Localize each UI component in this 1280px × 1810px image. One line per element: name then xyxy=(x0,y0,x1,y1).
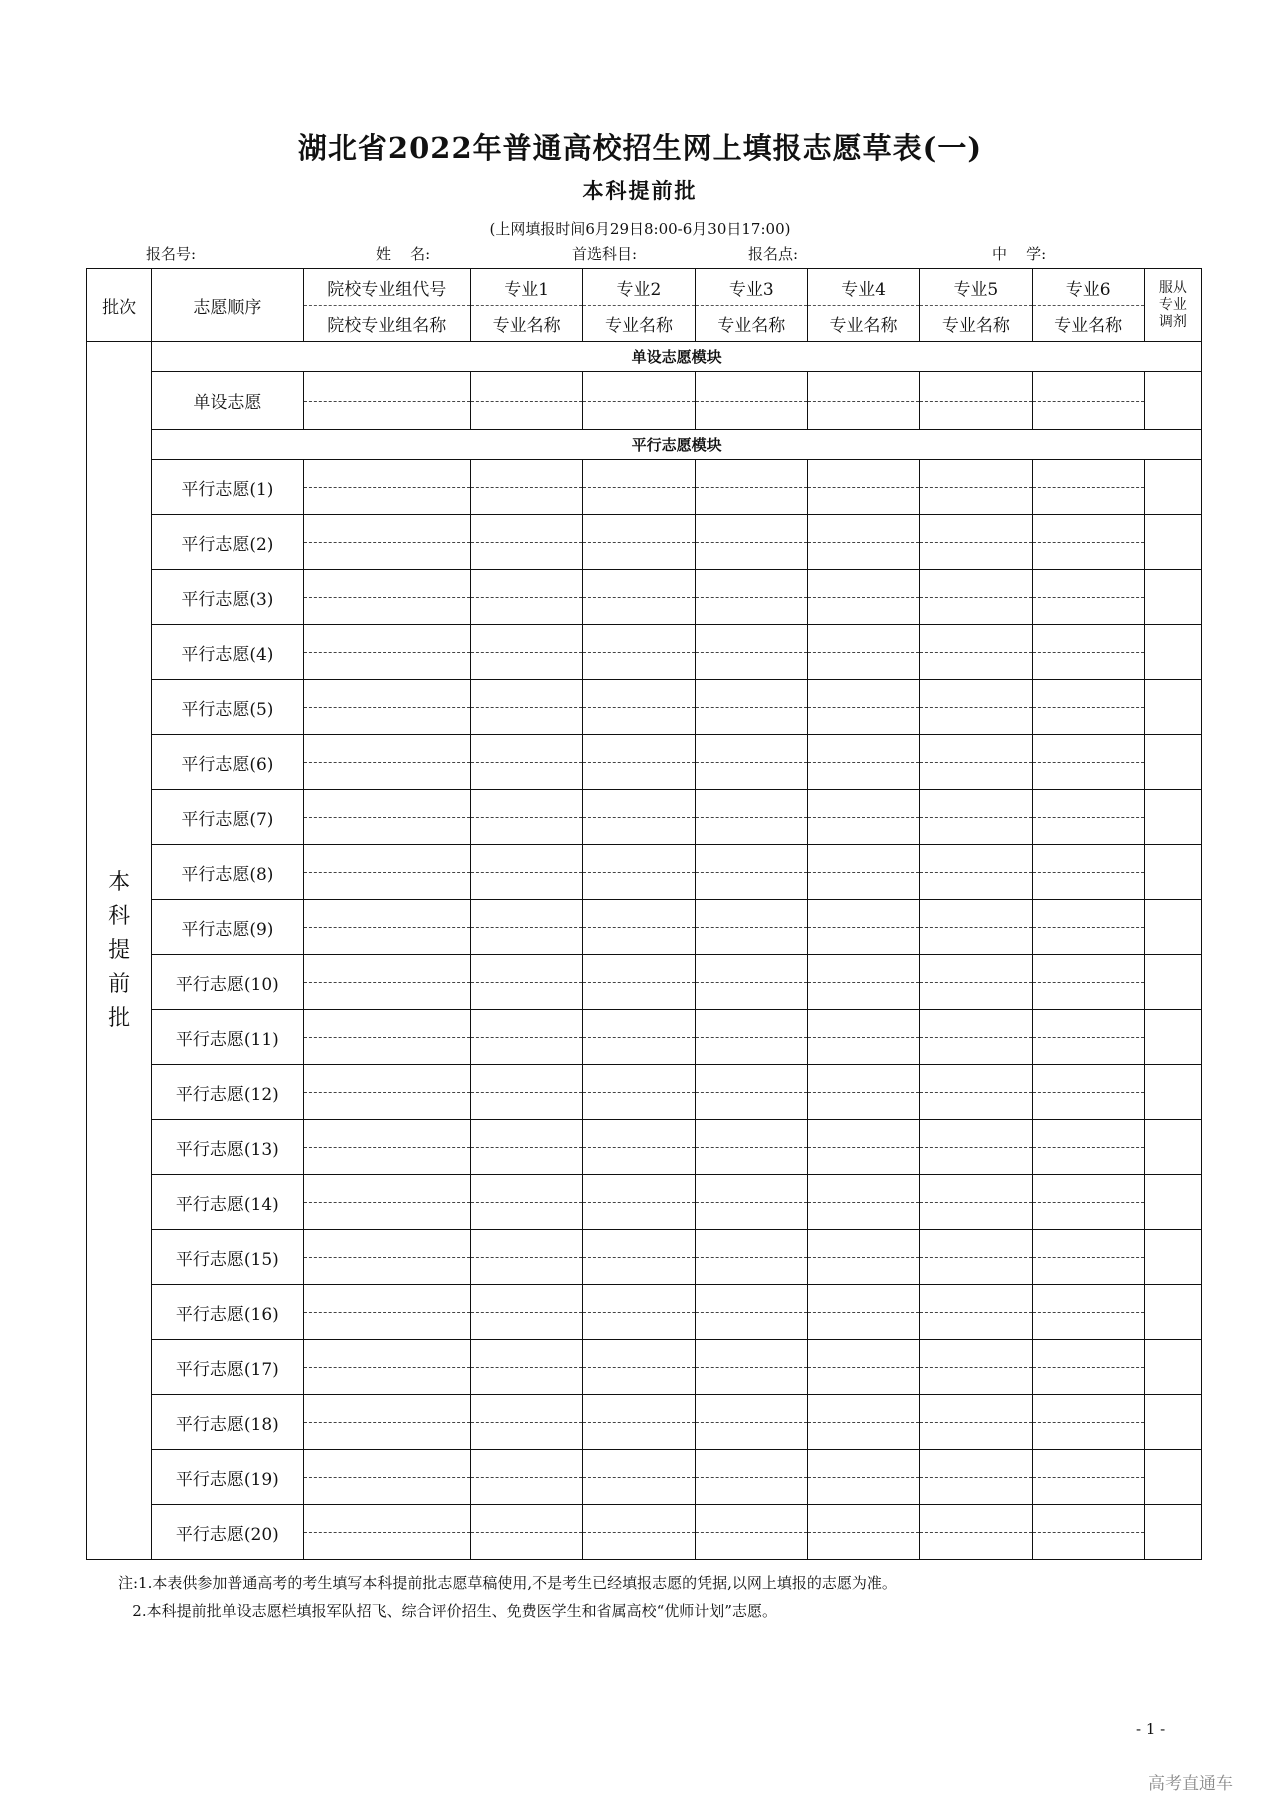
parallel-volunteer-label: 平行志愿(14) xyxy=(152,1175,303,1230)
group-field[interactable] xyxy=(303,570,470,625)
major-field[interactable] xyxy=(583,570,695,625)
major-field[interactable] xyxy=(1032,1395,1144,1450)
major-field[interactable] xyxy=(695,570,807,625)
adjust-field[interactable] xyxy=(1144,790,1201,845)
major-field[interactable] xyxy=(471,372,583,430)
major-field[interactable] xyxy=(583,1175,695,1230)
adjust-field[interactable] xyxy=(1144,1010,1201,1065)
group-field[interactable] xyxy=(303,845,470,900)
adjust-field[interactable] xyxy=(1144,372,1201,430)
major-field[interactable] xyxy=(920,1175,1032,1230)
adjust-field[interactable] xyxy=(1144,845,1201,900)
major-field[interactable] xyxy=(1032,845,1144,900)
group-field[interactable] xyxy=(303,1505,470,1560)
group-field[interactable] xyxy=(303,1230,470,1285)
fill-time-note: (上网填报时间6月29日8:00-6月30日17:00) xyxy=(489,220,791,238)
parallel-volunteer-row xyxy=(87,1450,1202,1505)
major-field[interactable] xyxy=(920,1505,1032,1560)
adjust-field[interactable] xyxy=(1144,625,1201,680)
major-field[interactable] xyxy=(471,1395,583,1450)
major-field[interactable] xyxy=(471,1120,583,1175)
major-field[interactable] xyxy=(807,625,919,680)
major-field[interactable] xyxy=(471,460,583,515)
major-field[interactable] xyxy=(695,1285,807,1340)
major-field[interactable] xyxy=(695,1175,807,1230)
major-field[interactable] xyxy=(583,1505,695,1560)
parallel-volunteer-label: 平行志愿(6) xyxy=(152,735,303,790)
header-major-1 xyxy=(471,269,583,342)
major-field[interactable] xyxy=(583,1230,695,1285)
adjust-field[interactable] xyxy=(1144,1175,1201,1230)
major-field[interactable] xyxy=(1032,680,1144,735)
major-field[interactable] xyxy=(695,1230,807,1285)
header-major-4 xyxy=(807,269,919,342)
group-field[interactable] xyxy=(303,625,470,680)
page-number: - 1 - xyxy=(1136,1720,1166,1738)
major-field[interactable] xyxy=(583,900,695,955)
major-field[interactable] xyxy=(920,1010,1032,1065)
major-5-label: 专业5 xyxy=(920,269,1031,306)
major-field[interactable] xyxy=(807,735,919,790)
batch-cell xyxy=(87,342,152,1560)
major-field[interactable] xyxy=(1032,790,1144,845)
parallel-volunteer-row xyxy=(87,1395,1202,1450)
name-label: 姓 名: xyxy=(376,245,431,263)
parallel-volunteer-row xyxy=(87,1175,1202,1230)
major-field[interactable] xyxy=(1032,1175,1144,1230)
major-3-label: 专业3 xyxy=(696,269,807,306)
major-field[interactable] xyxy=(471,570,583,625)
single-module-header: 单设志愿模块 xyxy=(152,342,1202,372)
applicant-info-line xyxy=(0,243,1280,265)
major-field[interactable] xyxy=(695,1340,807,1395)
adjust-field[interactable] xyxy=(1144,1120,1201,1175)
major-field[interactable] xyxy=(807,1505,919,1560)
major-field[interactable] xyxy=(471,1340,583,1395)
major-field[interactable] xyxy=(920,900,1032,955)
major-4-label: 专业4 xyxy=(808,269,919,306)
parallel-volunteer-label: 平行志愿(8) xyxy=(152,845,303,900)
group-field[interactable] xyxy=(303,1285,470,1340)
major-field[interactable] xyxy=(471,1010,583,1065)
parallel-volunteer-label: 平行志愿(15) xyxy=(152,1230,303,1285)
parallel-volunteer-row xyxy=(87,460,1202,515)
major-field[interactable] xyxy=(471,845,583,900)
major-field[interactable] xyxy=(1032,570,1144,625)
major-field[interactable] xyxy=(695,460,807,515)
parallel-volunteer-label: 平行志愿(18) xyxy=(152,1395,303,1450)
single-volunteer-row xyxy=(87,372,1202,430)
major-2-label: 专业2 xyxy=(583,269,694,306)
watermark: 高考直通车 xyxy=(1148,1774,1233,1794)
parallel-volunteer-row xyxy=(87,900,1202,955)
adjust-label: 服从专业调剂 xyxy=(1158,279,1187,330)
major-field[interactable] xyxy=(920,515,1032,570)
parallel-volunteer-label: 平行志愿(10) xyxy=(152,955,303,1010)
parallel-volunteer-row xyxy=(87,570,1202,625)
header-group-name: 院校专业组名称 xyxy=(327,315,447,336)
adjust-field[interactable] xyxy=(1144,515,1201,570)
major-field[interactable] xyxy=(583,625,695,680)
parallel-volunteer-label: 平行志愿(20) xyxy=(152,1505,303,1560)
single-volunteer-label: 单设志愿 xyxy=(152,372,303,430)
parallel-volunteer-row xyxy=(87,680,1202,735)
major-field[interactable] xyxy=(920,570,1032,625)
parallel-volunteer-row xyxy=(87,955,1202,1010)
notes xyxy=(118,1569,897,1625)
major-field[interactable] xyxy=(807,1340,919,1395)
group-field[interactable] xyxy=(303,735,470,790)
parallel-volunteer-label: 平行志愿(13) xyxy=(152,1120,303,1175)
parallel-volunteer-row xyxy=(87,625,1202,680)
major-field[interactable] xyxy=(583,515,695,570)
major-name-label: 专业名称 xyxy=(1054,315,1123,336)
major-1-label: 专业1 xyxy=(471,269,582,306)
group-field[interactable] xyxy=(303,900,470,955)
major-field[interactable] xyxy=(807,1395,919,1450)
major-field[interactable] xyxy=(471,515,583,570)
parallel-volunteer-label: 平行志愿(3) xyxy=(152,570,303,625)
adjust-field[interactable] xyxy=(1144,1065,1201,1120)
major-field[interactable] xyxy=(583,460,695,515)
major-field[interactable] xyxy=(471,625,583,680)
major-name-label: 专业名称 xyxy=(941,315,1010,336)
major-field[interactable] xyxy=(695,625,807,680)
header-major-2 xyxy=(583,269,695,342)
major-field[interactable] xyxy=(920,845,1032,900)
major-field[interactable] xyxy=(471,735,583,790)
major-field[interactable] xyxy=(807,1285,919,1340)
parallel-volunteer-label: 平行志愿(12) xyxy=(152,1065,303,1120)
note-2: 2.本科提前批单设志愿栏填报军队招飞、综合评价招生、免费医学生和省属高校“优师计划”志愿。 xyxy=(118,1602,777,1620)
adjust-field[interactable] xyxy=(1144,1285,1201,1340)
parallel-volunteer-label: 平行志愿(11) xyxy=(152,1010,303,1065)
major-field[interactable] xyxy=(920,1395,1032,1450)
major-field[interactable] xyxy=(695,900,807,955)
major-field[interactable] xyxy=(471,1450,583,1505)
major-field[interactable] xyxy=(695,680,807,735)
group-field[interactable] xyxy=(303,955,470,1010)
parallel-volunteer-row xyxy=(87,1340,1202,1395)
parallel-volunteer-label: 平行志愿(5) xyxy=(152,680,303,735)
single-module-row xyxy=(87,342,1202,372)
parallel-volunteer-label: 平行志愿(16) xyxy=(152,1285,303,1340)
major-field[interactable] xyxy=(471,1505,583,1560)
parallel-volunteer-row xyxy=(87,515,1202,570)
subject-label: 首选科目: xyxy=(572,245,638,263)
parallel-volunteer-label: 平行志愿(19) xyxy=(152,1450,303,1505)
major-field[interactable] xyxy=(920,955,1032,1010)
group-field[interactable] xyxy=(303,1010,470,1065)
major-field[interactable] xyxy=(583,1065,695,1120)
major-field[interactable] xyxy=(920,1450,1032,1505)
major-field[interactable] xyxy=(807,460,919,515)
parallel-volunteer-label: 平行志愿(17) xyxy=(152,1340,303,1395)
major-field[interactable] xyxy=(1032,1230,1144,1285)
major-field[interactable] xyxy=(920,1120,1032,1175)
major-field[interactable] xyxy=(807,570,919,625)
adjust-field[interactable] xyxy=(1144,1340,1201,1395)
major-field[interactable] xyxy=(807,1120,919,1175)
parallel-volunteer-row xyxy=(87,1120,1202,1175)
major-field[interactable] xyxy=(1032,372,1144,430)
volunteer-form-table xyxy=(86,268,1202,1560)
header-major-3 xyxy=(695,269,807,342)
major-field[interactable] xyxy=(471,680,583,735)
major-field[interactable] xyxy=(1032,1285,1144,1340)
group-field[interactable] xyxy=(303,1175,470,1230)
parallel-volunteer-label: 平行志愿(1) xyxy=(152,460,303,515)
major-field[interactable] xyxy=(807,372,919,430)
site-label: 报名点: xyxy=(748,245,799,263)
major-field[interactable] xyxy=(471,1230,583,1285)
major-field[interactable] xyxy=(583,680,695,735)
major-field[interactable] xyxy=(1032,625,1144,680)
parallel-volunteer-label: 平行志愿(9) xyxy=(152,900,303,955)
major-field[interactable] xyxy=(807,1450,919,1505)
group-field[interactable] xyxy=(303,1395,470,1450)
parallel-volunteer-label: 平行志愿(2) xyxy=(152,515,303,570)
major-field[interactable] xyxy=(695,955,807,1010)
major-field[interactable] xyxy=(695,1395,807,1450)
major-field[interactable] xyxy=(695,1450,807,1505)
header-major-5 xyxy=(920,269,1032,342)
major-field[interactable] xyxy=(920,625,1032,680)
major-field[interactable] xyxy=(920,460,1032,515)
major-field[interactable] xyxy=(471,1065,583,1120)
adjust-field[interactable] xyxy=(1144,1395,1201,1450)
header-major-6 xyxy=(1032,269,1144,342)
major-field[interactable] xyxy=(807,1010,919,1065)
parallel-volunteer-row xyxy=(87,1065,1202,1120)
major-field[interactable] xyxy=(1032,1065,1144,1120)
major-field[interactable] xyxy=(695,845,807,900)
group-field[interactable] xyxy=(303,790,470,845)
note-1: 注:1.本表供参加普通高考的考生填写本科提前批志愿草稿使用,不是考生已经填报志愿的凭据,以网上填报的志愿为准。 xyxy=(118,1574,897,1592)
major-field[interactable] xyxy=(807,845,919,900)
major-field[interactable] xyxy=(920,1230,1032,1285)
major-field[interactable] xyxy=(920,1340,1032,1395)
school-label: 中 学: xyxy=(992,245,1047,263)
major-field[interactable] xyxy=(583,1010,695,1065)
major-field[interactable] xyxy=(471,790,583,845)
major-field[interactable] xyxy=(1032,1505,1144,1560)
major-name-label: 专业名称 xyxy=(492,315,561,336)
parallel-volunteer-row xyxy=(87,1230,1202,1285)
page-title: 湖北省2022年普通高校招生网上填报志愿草表(一) xyxy=(297,131,983,165)
group-field[interactable] xyxy=(303,372,470,430)
major-field[interactable] xyxy=(807,515,919,570)
major-field[interactable] xyxy=(920,1065,1032,1120)
header-batch: 批次 xyxy=(87,269,152,342)
major-field[interactable] xyxy=(695,515,807,570)
parallel-volunteer-row xyxy=(87,1010,1202,1065)
adjust-field[interactable] xyxy=(1144,460,1201,515)
adjust-field[interactable] xyxy=(1144,1230,1201,1285)
major-field[interactable] xyxy=(920,680,1032,735)
major-field[interactable] xyxy=(920,1285,1032,1340)
major-field[interactable] xyxy=(471,1285,583,1340)
major-field[interactable] xyxy=(471,900,583,955)
group-field[interactable] xyxy=(303,1450,470,1505)
parallel-volunteer-row xyxy=(87,735,1202,790)
adjust-field[interactable] xyxy=(1144,955,1201,1010)
major-field[interactable] xyxy=(695,1065,807,1120)
major-field[interactable] xyxy=(1032,1010,1144,1065)
header-group-code: 院校专业组代号 xyxy=(304,269,470,306)
major-field[interactable] xyxy=(1032,955,1144,1010)
major-field[interactable] xyxy=(583,735,695,790)
major-field[interactable] xyxy=(807,1230,919,1285)
major-field[interactable] xyxy=(1032,900,1144,955)
major-field[interactable] xyxy=(695,1010,807,1065)
major-field[interactable] xyxy=(807,680,919,735)
parallel-volunteer-label: 平行志愿(7) xyxy=(152,790,303,845)
major-field[interactable] xyxy=(583,1395,695,1450)
major-6-label: 专业6 xyxy=(1033,269,1144,306)
parallel-module-row xyxy=(87,430,1202,460)
header-group xyxy=(303,269,470,342)
group-field[interactable] xyxy=(303,460,470,515)
major-field[interactable] xyxy=(695,735,807,790)
adjust-field[interactable] xyxy=(1144,900,1201,955)
major-field[interactable] xyxy=(583,845,695,900)
adjust-field[interactable] xyxy=(1144,1505,1201,1560)
adjust-field[interactable] xyxy=(1144,1450,1201,1505)
parallel-volunteer-row xyxy=(87,790,1202,845)
major-field[interactable] xyxy=(807,1175,919,1230)
major-field[interactable] xyxy=(1032,735,1144,790)
group-field[interactable] xyxy=(303,1120,470,1175)
major-field[interactable] xyxy=(920,790,1032,845)
major-field[interactable] xyxy=(1032,515,1144,570)
major-field[interactable] xyxy=(471,955,583,1010)
major-field[interactable] xyxy=(695,372,807,430)
major-field[interactable] xyxy=(583,790,695,845)
major-field[interactable] xyxy=(807,900,919,955)
major-field[interactable] xyxy=(807,1065,919,1120)
major-field[interactable] xyxy=(583,1340,695,1395)
major-name-label: 专业名称 xyxy=(604,315,673,336)
major-field[interactable] xyxy=(1032,460,1144,515)
major-name-label: 专业名称 xyxy=(717,315,786,336)
major-field[interactable] xyxy=(920,735,1032,790)
major-field[interactable] xyxy=(807,790,919,845)
major-name-label: 专业名称 xyxy=(829,315,898,336)
major-field[interactable] xyxy=(583,1450,695,1505)
major-field[interactable] xyxy=(471,1175,583,1230)
major-field[interactable] xyxy=(1032,1340,1144,1395)
header-row xyxy=(87,269,1202,342)
major-field[interactable] xyxy=(920,372,1032,430)
group-field[interactable] xyxy=(303,515,470,570)
parallel-volunteer-row xyxy=(87,1505,1202,1560)
parallel-module-header: 平行志愿模块 xyxy=(152,430,1202,460)
page-subtitle: 本科提前批 xyxy=(582,178,698,203)
reg-no-label: 报名号: xyxy=(146,245,197,263)
group-field[interactable] xyxy=(303,1065,470,1120)
major-field[interactable] xyxy=(583,1285,695,1340)
major-field[interactable] xyxy=(695,790,807,845)
header-order: 志愿顺序 xyxy=(152,269,303,342)
header-adjust xyxy=(1144,269,1201,342)
major-field[interactable] xyxy=(807,955,919,1010)
parallel-volunteer-row xyxy=(87,1285,1202,1340)
major-field[interactable] xyxy=(1032,1450,1144,1505)
adjust-field[interactable] xyxy=(1144,735,1201,790)
adjust-field[interactable] xyxy=(1144,680,1201,735)
parallel-volunteer-label: 平行志愿(4) xyxy=(152,625,303,680)
batch-label: 本科提前批 xyxy=(108,869,131,1031)
parallel-volunteer-row xyxy=(87,845,1202,900)
group-field[interactable] xyxy=(303,1340,470,1395)
major-field[interactable] xyxy=(1032,1120,1144,1175)
major-field[interactable] xyxy=(583,372,695,430)
major-field[interactable] xyxy=(695,1505,807,1560)
major-field[interactable] xyxy=(583,1120,695,1175)
major-field[interactable] xyxy=(583,955,695,1010)
adjust-field[interactable] xyxy=(1144,570,1201,625)
group-field[interactable] xyxy=(303,680,470,735)
major-field[interactable] xyxy=(695,1120,807,1175)
